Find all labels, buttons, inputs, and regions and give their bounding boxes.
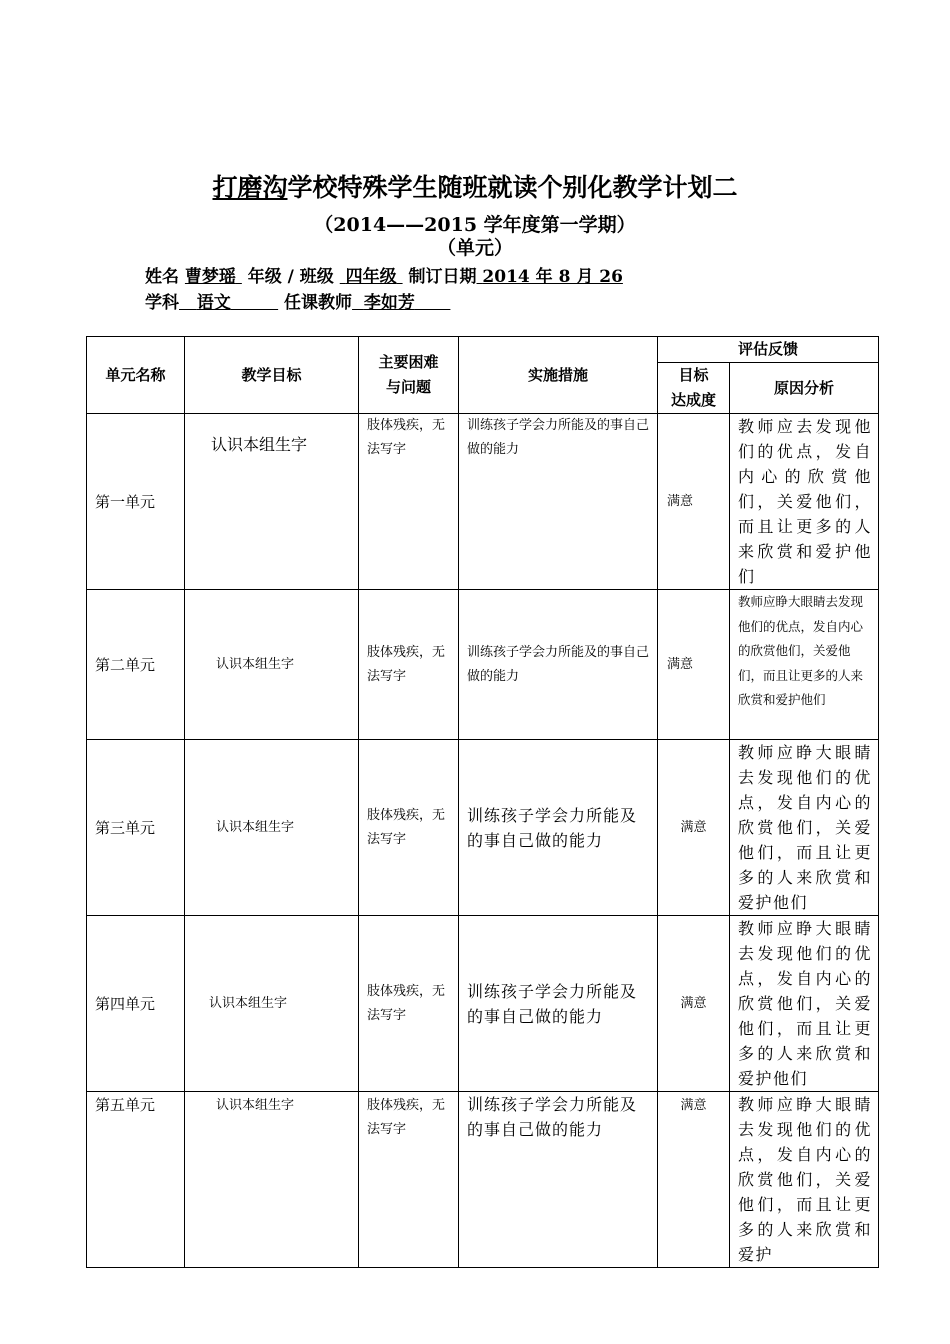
unit-name: 第二单元 (95, 656, 156, 674)
date-value: 2014 年 8 月 26 (482, 267, 623, 287)
subject-info-line (145, 288, 450, 313)
subject-label: 学科 (145, 293, 179, 313)
header-unit: 单元名称 (87, 337, 185, 414)
table-row (87, 916, 879, 1092)
reason-analysis: 教师应睁大眼睛去发现他们的优点，发自内心的欣赏他们，关爱他们，而且让更多的人来欣赏和爱护他们 (738, 743, 873, 912)
measures: 训练孩子学会力所能及的事自己做的能力 (467, 1095, 638, 1139)
header-achievement: 目标 达成度 (658, 363, 730, 414)
table-row (87, 414, 879, 590)
grade-label: 年级 / 班级 (247, 267, 334, 287)
unit-name: 第四单元 (95, 995, 156, 1013)
teacher-value: 李如芳 (363, 293, 415, 313)
achievement: 满意 (680, 1098, 707, 1113)
reason-analysis: 教师应去发现他们的优点，发自内心的欣赏他们，关爱他们，而且让更多的人来欣赏和爱护他们 (738, 417, 873, 586)
measures: 训练孩子学会力所能及的事自己做的能力 (467, 805, 638, 850)
header-measures: 实施措施 (459, 337, 658, 414)
difficulty: 肢体残疾，无法写字 (367, 418, 446, 457)
reason-analysis: 教师应睁大眼睛去发现他们的优点，发自内心的欣赏他们，关爱他们，而且让更多的人来欣赏和爱护他们 (738, 919, 873, 1088)
reason-analysis: 教师应睁大眼睛去发现他们的优点，发自内心的欣赏他们，关爱他们，而且让更多的人来欣赏和爱护 (738, 1095, 873, 1264)
unit-name: 第三单元 (95, 819, 156, 837)
measures: 训练孩子学会力所能及的事自己做的能力 (467, 981, 638, 1026)
teaching-goal: 认识本组生字 (216, 819, 295, 835)
grade-value: 四年级 (345, 267, 397, 287)
teacher-label: 任课教师 (284, 293, 353, 313)
difficulty: 肢体残疾，无法写字 (367, 983, 446, 1023)
header-feedback: 评估反馈 (658, 337, 879, 363)
unit-name: 第五单元 (95, 1096, 156, 1114)
table-row (87, 1092, 879, 1268)
achievement: 满意 (680, 819, 707, 835)
name-label: 姓名 (145, 267, 179, 287)
date-label: 制订日期 (408, 267, 477, 287)
difficulty: 肢体残疾，无法写字 (367, 807, 446, 847)
unit-name: 第一单元 (95, 493, 156, 511)
header-reason: 原因分析 (730, 363, 879, 414)
achievement: 满意 (667, 493, 694, 509)
header-goal: 教学目标 (185, 337, 359, 414)
header-difficulty: 主要困难 与问题 (359, 337, 459, 414)
name-value: 曹梦瑶 (184, 267, 236, 287)
school-year: （2014——2015 学年度第一学期） (314, 214, 636, 236)
plan-table (86, 336, 879, 1268)
achievement: 满意 (667, 656, 694, 672)
achievement: 满意 (680, 995, 707, 1011)
reason-analysis: 教师应睁大眼睛去发现他们的优点，发自内心的欣赏他们，关爱他们，而且让更多的人来欣赏和爱护他们 (738, 594, 864, 707)
plan-type: （单元） (436, 237, 513, 259)
subject-value: 语文 (196, 293, 231, 313)
measures: 训练孩子学会力所能及的事自己做的能力 (467, 418, 650, 457)
teaching-goal: 认识本组生字 (209, 995, 288, 1011)
teaching-goal: 认识本组生字 (216, 656, 295, 672)
document-title (0, 168, 950, 204)
difficulty: 肢体残疾，无法写字 (367, 644, 446, 684)
measures: 训练孩子学会力所能及的事自己做的能力 (467, 644, 650, 684)
school-name: 打磨沟 (212, 173, 288, 202)
teaching-goal: 认识本组生字 (216, 1098, 295, 1113)
table-row (87, 740, 879, 916)
teaching-goal: 认识本组生字 (211, 435, 308, 454)
table-row (87, 590, 879, 740)
difficulty: 肢体残疾，无法写字 (367, 1098, 446, 1137)
student-info-line (145, 262, 623, 287)
title-text: 学校特殊学生随班就读个别化教学计划二 (287, 173, 738, 202)
